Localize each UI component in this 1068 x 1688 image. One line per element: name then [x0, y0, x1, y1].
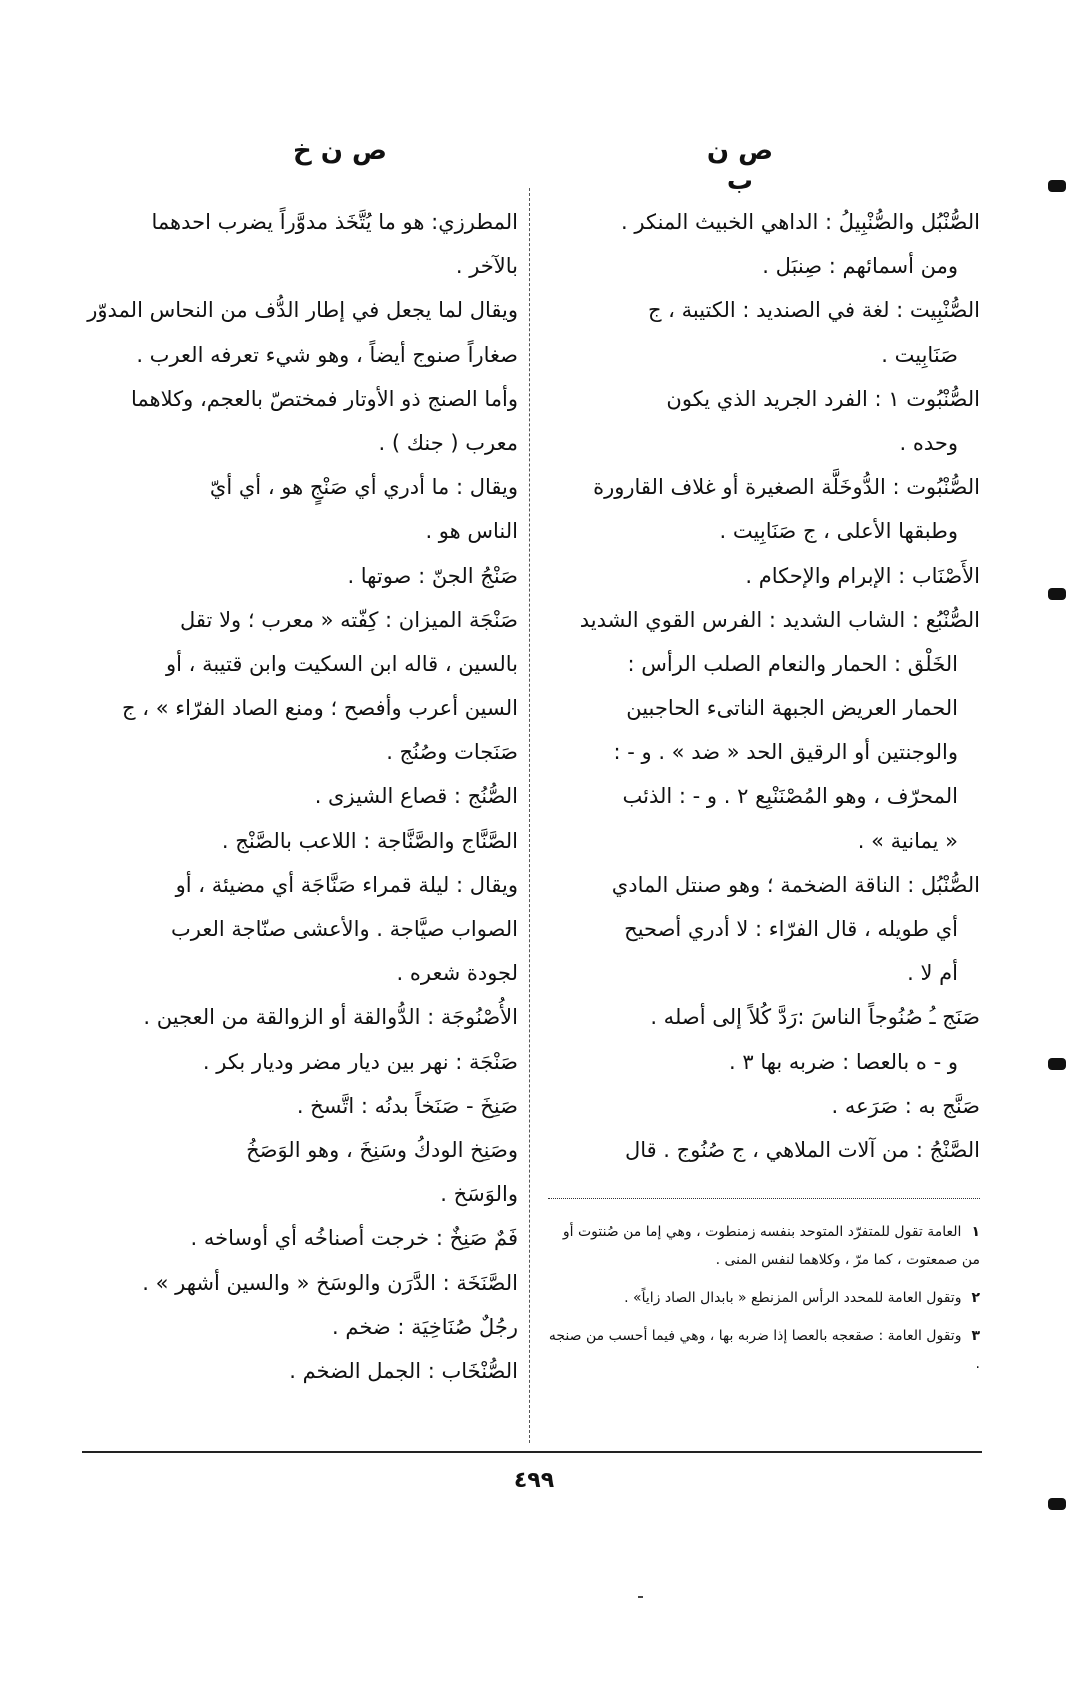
- footnote-number: ٣: [971, 1328, 980, 1344]
- entry-line: الصَّنَّاج والصَّنَّاجة : اللاعب بالصَّنْج .: [221, 828, 518, 853]
- entry-line: ومن أسمائهم : صِنبَل .: [762, 254, 958, 279]
- entry-line: صَنِخَ - صَنَخاً بدنُه : اتَّسخ .: [296, 1093, 518, 1118]
- entry-line: والوجنتين أو الرقيق الحد « ضد » . و - :: [613, 740, 958, 765]
- left-column: [86, 200, 518, 1393]
- footnote-separator: [548, 1198, 980, 1199]
- entry-line: الحمار العريض الجبهة الناتىء الحاجبين: [626, 696, 958, 721]
- entry-line: السين أعرب وأفصح ؛ ومنع الصاد الفرّاء » ، ج: [122, 696, 518, 721]
- scan-edge-mark: [1048, 588, 1066, 600]
- entry-line: ويقال : ليلة قمراء صَنَّاجَة أي مضيئة ، أو: [175, 872, 518, 897]
- entry-line: الصُّنْخَاب : الجمل الضخم .: [289, 1358, 518, 1383]
- footnotes: [548, 1218, 980, 1388]
- entry-line: الصَّنَخَة : الدَّرَن والوسَخ « والسين أشهر » .: [142, 1270, 518, 1295]
- right-column-root-header: ص ن ب: [706, 136, 774, 196]
- entry-line: الخَلْق : الحمار والنعام الصلب الرأس :: [627, 651, 958, 676]
- entry-line: الصُّنْبُوت ١ : الفرد الجريد الذي يكون: [666, 386, 980, 411]
- entry-line: معرب ( جنك ) .: [378, 430, 518, 455]
- footnote: [548, 1218, 980, 1274]
- entry-line: فَمٌ صَنِخٌ : خرجت أصناخُه أي أوساخه .: [190, 1226, 518, 1251]
- entry-line: الصواب صيَّاجة . والأعشى صنّاجة العرب: [170, 917, 518, 941]
- footnote-text: وتقول العامة : صقعجه بالعصا إذا ضربه بها ، وهي فيما أحسب من صنجه .: [548, 1328, 980, 1372]
- footnote-text: وتقول العامة للمحدد الرأس المزنطع « بابدال الصاد زاياً» .: [624, 1290, 962, 1306]
- footnote-number: ٢: [971, 1290, 980, 1306]
- entry-line: صَنَجات وصُنُج .: [386, 740, 518, 765]
- entry-line: صغاراً صنوج أيضاً ، وهو شيء تعرفه العرب .: [136, 342, 518, 367]
- entry-line: الأُصْنُوجَة : الدُّوالقة أو الزوالقة من العجين .: [143, 1005, 518, 1030]
- entry-line: صَنْجَة الميزان : كِفّته « معرب ؛ ولا تقل: [180, 607, 518, 632]
- entry-line: وحده .: [899, 430, 958, 455]
- entry-line: والوَسَخ .: [440, 1182, 518, 1207]
- entry-line: وطبقها الأعلى ، ج صَنَابِيت .: [719, 519, 958, 544]
- entry-line: الصَّنْجُ : من آلات الملاهي ، ج صُنُوج . قال: [624, 1137, 980, 1162]
- entry-line: بالسين ، قاله ابن السكيت وابن قتيبة ، أو: [165, 651, 518, 676]
- scan-edge-mark: [1048, 1498, 1066, 1510]
- entry-line: الصُّنْبِيت : لغة في الصنديد : الكتيبة ، ج: [647, 298, 980, 323]
- entry-line: صَنْجَة : نهر بين ديار مضر وديار بكر .: [202, 1049, 518, 1074]
- entry-line: صَنَّج به : صَرَعه .: [831, 1093, 980, 1118]
- entry-line: الناس هو .: [425, 519, 518, 544]
- entry-line: صَنَابِيت .: [881, 342, 958, 367]
- entry-line: ويقال : ما أدري أي صَنْجٍ هو ، أي أيّ: [209, 475, 518, 500]
- entry-line: الصُّنْبُل : الناقة الضخمة ؛ وهو صنتل المادي: [611, 872, 980, 897]
- footnote: [548, 1284, 980, 1312]
- entry-line: وأما الصنج ذو الأوتار فمختصّ بالعجم، وكلاهما: [130, 386, 518, 411]
- footnote: [548, 1322, 980, 1378]
- entry-line: أي طويله ، قال الفرّاء : لا أدري أصحيح: [624, 917, 958, 941]
- entry-line: الصُّنْبُوت : الدُّوخَلَّة الصغيرة أو غلاف القارورة: [593, 475, 980, 500]
- column-divider: [529, 188, 530, 1443]
- entry-line: الصُّنْبُع : الشاب الشديد : الفرس القوي الشديد: [579, 607, 980, 632]
- entry-line: أم لا .: [907, 961, 958, 986]
- scan-speck: [638, 1596, 643, 1598]
- entry-line: المطرزي: هو ما يُتَّخَذ مدوَّراً يضرب احدهما: [151, 210, 518, 234]
- footnote-text: العامة تقول للمتفرّد المتوحد بنفسه زمنطوت ، وهي إما من صُنتوت أو من صمعتوت ، كما مرّ ، وكلاهما لنفس المنى .: [562, 1224, 980, 1268]
- bottom-rule: [82, 1451, 982, 1453]
- entry-line: رجُلٌ صُنَاخِيَة : ضخم .: [332, 1314, 518, 1339]
- entry-line: المحرّف ، وهو المُصْنَنْبِع ٢ . و - : الذئب: [622, 784, 958, 809]
- entry-line: بالآخر .: [455, 254, 518, 279]
- footnote-number: ١: [971, 1224, 980, 1240]
- entry-line: وصَنِخ الودكُ وسَنِخَ ، وهو الوَصَخُ: [246, 1137, 518, 1162]
- left-column-root-header: ص ن خ: [292, 136, 387, 166]
- entry-line: لجودة شعره .: [396, 961, 518, 986]
- entry-line: « يمانية » .: [857, 828, 958, 853]
- right-column: [548, 200, 980, 1172]
- entry-line: الصُّنْبُل والصُّنْبِيلُ : الداهي الخبيث المنكر .: [621, 210, 980, 234]
- entry-line: و - ه بالعصا : ضربه بها ٣ .: [729, 1049, 958, 1074]
- entry-line: ويقال لما يجعل في إطار الدُّف من النحاس المدوّر: [87, 298, 518, 323]
- entry-line: صَنْجُ الجنّ : صوتها .: [347, 563, 518, 588]
- entry-line: الصُّنُج : قصاع الشيزى .: [314, 784, 518, 809]
- entry-line: صَنَج ـُ صُنُوجاً الناسَ :رَدَّ كُلاً إلى أصله .: [650, 1005, 980, 1030]
- page-number: ٤٩٩: [513, 1468, 555, 1493]
- scan-edge-mark: [1048, 180, 1066, 192]
- entry-line: الأَصْنَاب : الإبرام والإحكام .: [745, 563, 980, 588]
- scan-edge-mark: [1048, 1058, 1066, 1070]
